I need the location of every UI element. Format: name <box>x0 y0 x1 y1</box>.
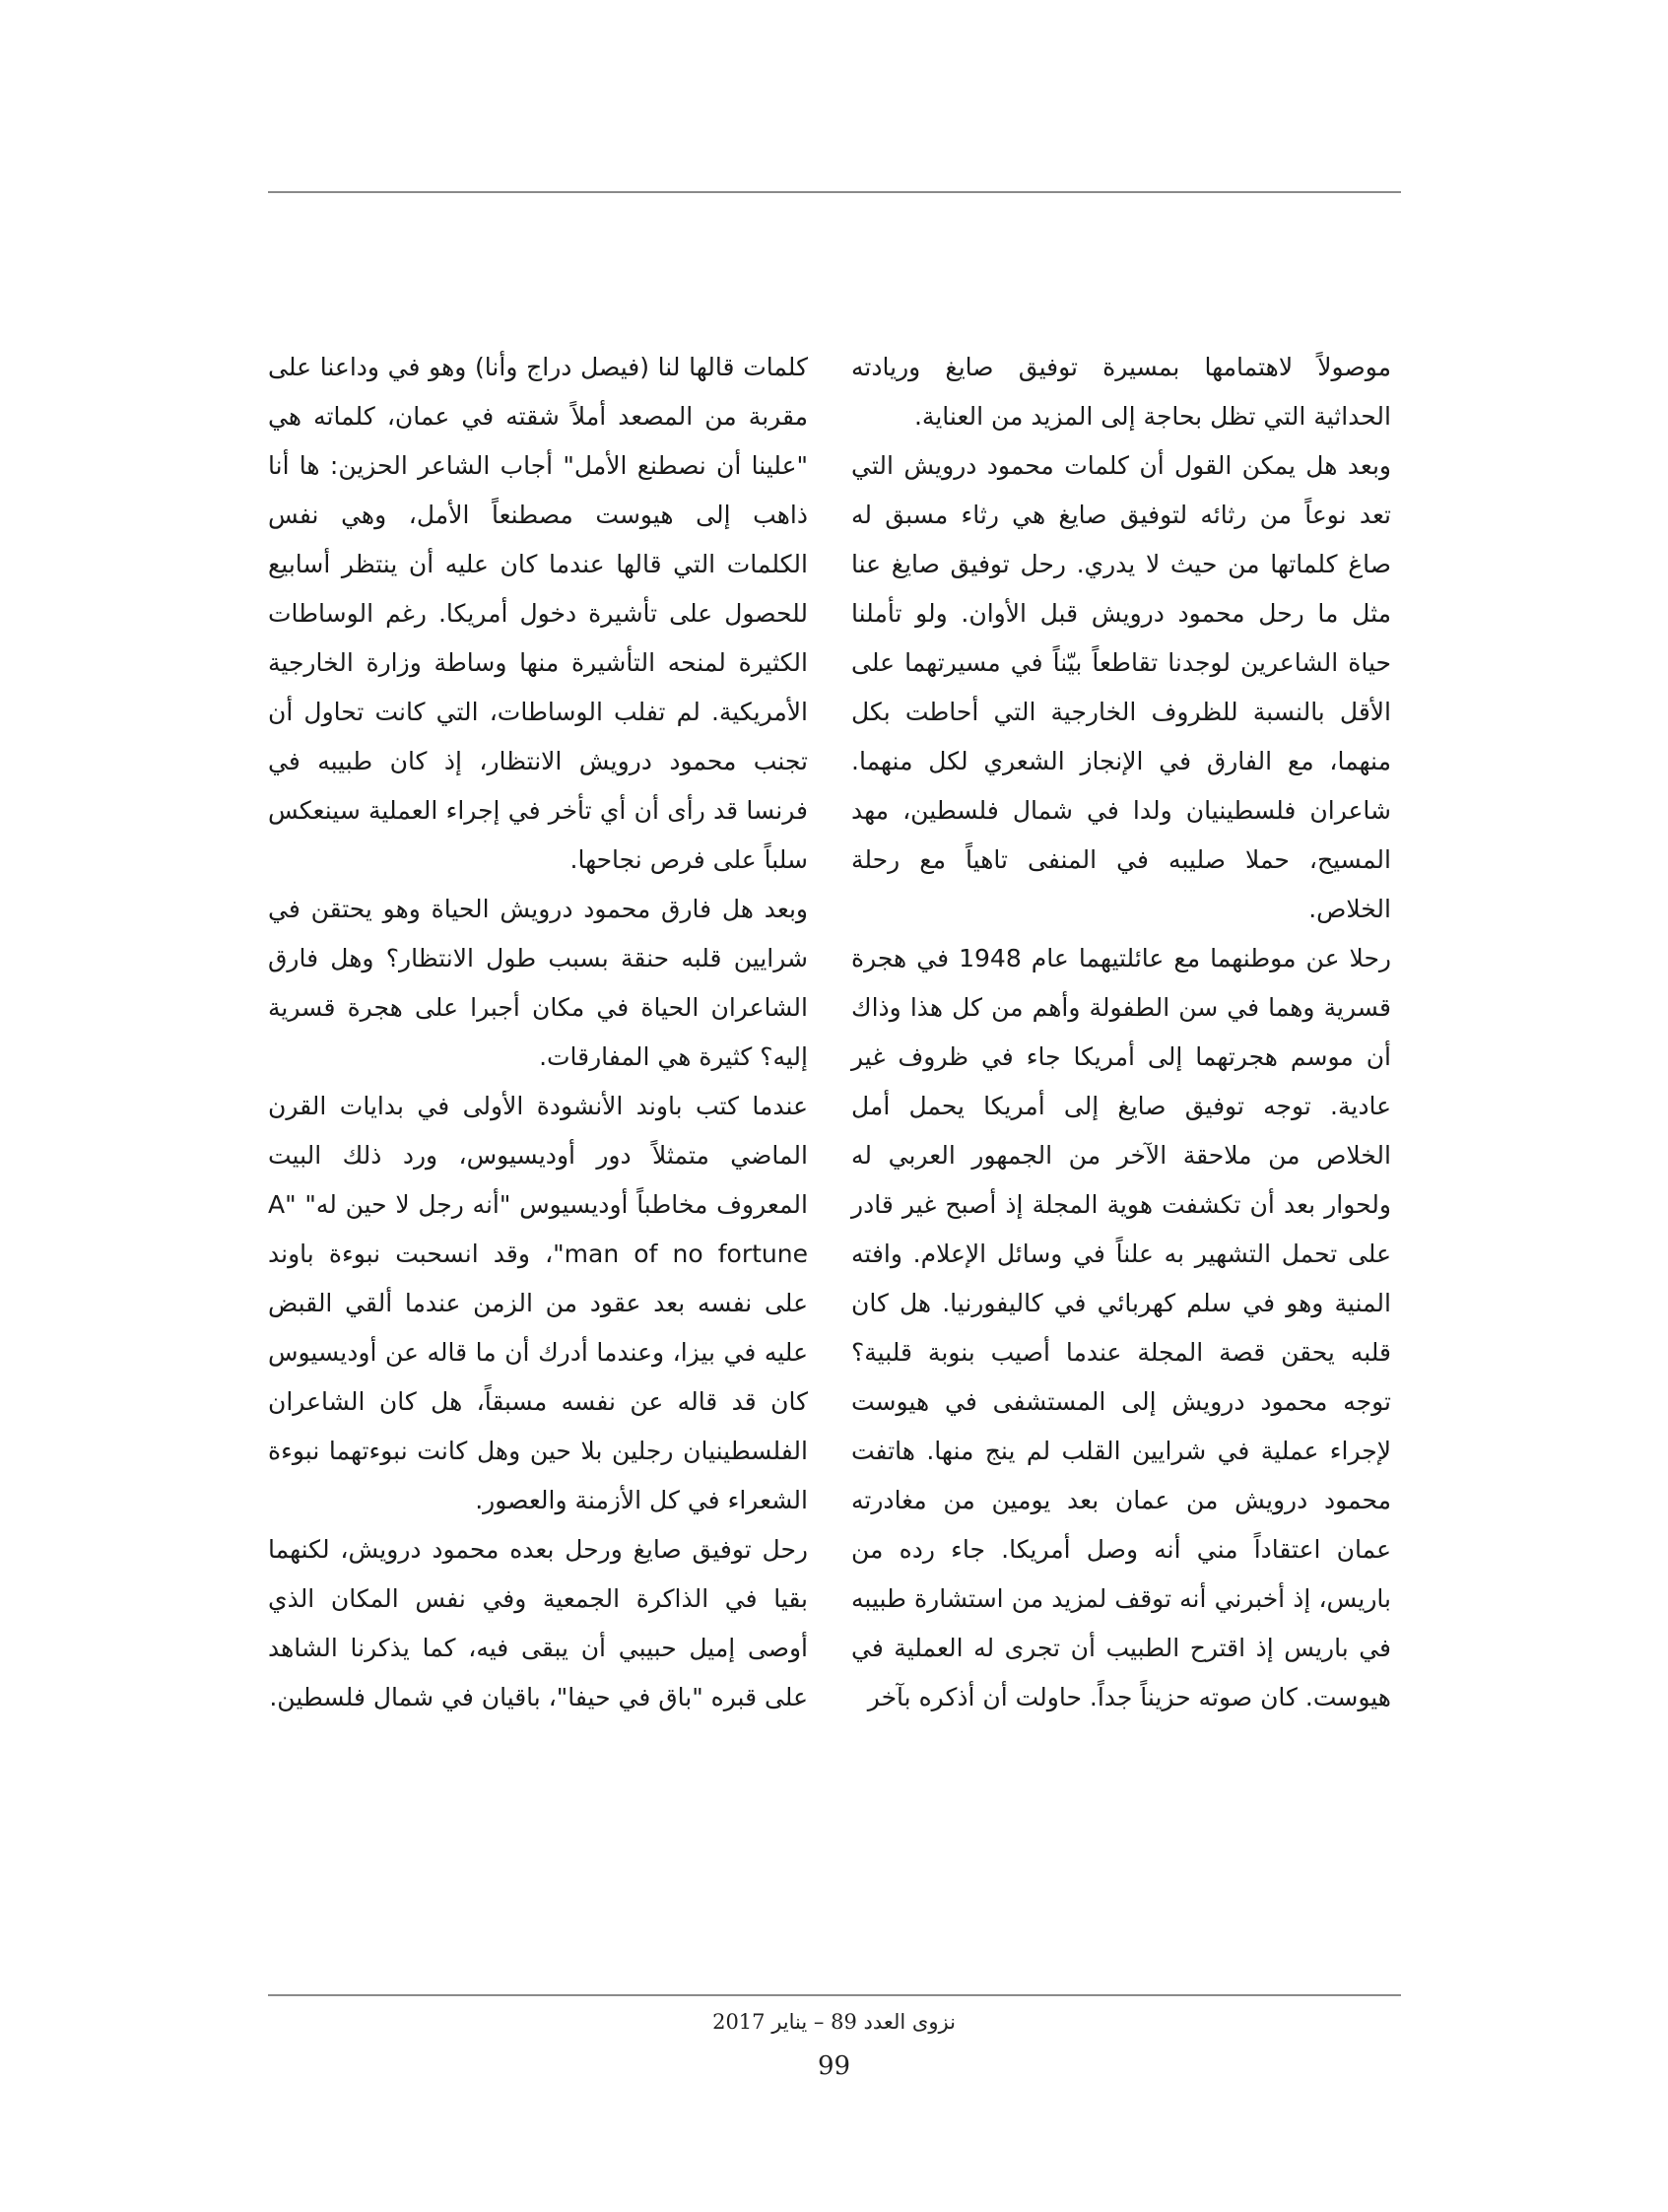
paragraph: موصولاً لاهتمامها بمسيرة توفيق صايغ وريادته الحداثية التي تظل بحاجة إلى المزيد من العناية. <box>851 353 1391 431</box>
issue-line: نزوى العدد 89 – يناير 2017 <box>712 2010 956 2034</box>
bottom-rule <box>268 1994 1401 1996</box>
top-rule <box>268 191 1401 193</box>
paragraph: وبعد هل فارق محمود درويش الحياة وهو يحتقن في شرايين قلبه حنقة بسبب طول الانتظار؟ وهل فارق الشاعران الحياة في مكان أجبرا على هجرة قسرية إليه؟ كثيرة هي المفارقات. <box>268 895 808 1071</box>
paragraph: رحلا عن موطنهما مع عائلتيهما عام 1948 في هجرة قسرية وهما في سن الطفولة وأهم من كل هذا وذاك أن موسم هجرتهما إلى أمريكا جاء في ظروف غير عادية. توجه توفيق صايغ إلى أمريكا يحمل أمل الخلاص من ملاحقة الآخر من الجمهور العربي له ولحوار بعد أن تكشفت هوية المجلة إذ أصبح غير قادر على تحمل التشهير به علناً في وسائل الإعلام. وافته المنية وهو في سلم كهربائي في كاليفورنيا. هل كان قلبه يحقن قصة المجلة عندما أصيب بنوبة قلبية؟ توجه محمود درويش إلى المستشفى في هيوست لإجراء عملية في شرايين القلب لم ينج منها. هاتفت محمود درويش من عمان بعد يومين من مغادرته عمان اعتقاداً مني أنه وصل أمريكا. جاء رده من باريس، إذ أخبرني أنه توقف لمزيد من استشارة طبيبه في باريس إذ اقترح الطبيب أن تجرى له العملية في هيوست. كان صوته حزيناً جداً. حاولت أن أذكره بآخر <box>851 944 1391 1711</box>
article-column-right <box>851 343 1391 1722</box>
paragraph: عندما كتب باوند الأنشودة الأولى في بدايات القرن الماضي متمثلاً دور أوديسيوس، ورد ذلك البيت المعروف مخاطباً أوديسيوس "أنه رجل لا حين له" "A man of no fortune"، وقد انسحبت نبوءة باوند على نفسه بعد عقود من الزمن عندما ألقي القبض عليه في بيزا، وعندما أدرك أن ما قاله عن أوديسيوس كان قد قاله عن نفسه مسبقاً، هل كان الشاعران الفلسطينيان رجلين بلا حين وهل كانت نبوءتهما نبوءة الشعراء في كل الأزمنة والعصور. <box>268 1092 809 1514</box>
paragraph: وبعد هل يمكن القول أن كلمات محمود درويش التي تعد نوعاً من رثائه لتوفيق صايغ هي رثاء مسبق له صاغ كلماتها من حيث لا يدري. رحل توفيق صايغ عنا مثل ما رحل محمود درويش قبل الأوان. ولو تأملنا حياة الشاعرين لوجدنا تقاطعاً بيّناً في مسيرتهما على الأقل بالنسبة للظروف الخارجية التي أحاطت بكل منهما، مع الفارق في الإنجاز الشعري لكل منهما. شاعران فلسطينيان ولدا في شمال فلسطين، مهد المسيح، حملا صليبه في المنفى تاهياً مع رحلة الخلاص. <box>851 451 1391 923</box>
paragraph: رحل توفيق صايغ ورحل بعده محمود درويش، لكنهما بقيا في الذاكرة الجمعية وفي نفس المكان الذي أوصى إميل حبيبي أن يبقى فيه، كما يذكرنا الشاهد على قبره "باق في حيفا"، باقيان في شمال فلسطين. <box>268 1535 808 1711</box>
paragraph: كلمات قالها لنا (فيصل دراج وأنا) وهو في وداعنا على مقربة من المصعد أملاً شقته في عمان، كلماته هي "علينا أن نصطنع الأمل" أجاب الشاعر الحزين: ها أنا ذاهب إلى هيوست مصطنعاً الأمل، وهي نفس الكلمات التي قالها عندما كان عليه أن ينتظر أسابيع للحصول على تأشيرة دخول أمريكا. رغم الوساطات الكثيرة لمنحه التأشيرة منها وساطة وزارة الخارجية الأمريكية. لم تفلب الوساطات، التي كانت تحاول أن تجنب محمود درويش الانتظار، إذ كان طبيبه في فرنسا قد رأى أن أي تأخر في إجراء العملية سينعكس سلباً على فرص نجاحها. <box>268 353 808 874</box>
article-column-left <box>268 343 808 1722</box>
page-number: 99 <box>817 2051 851 2081</box>
